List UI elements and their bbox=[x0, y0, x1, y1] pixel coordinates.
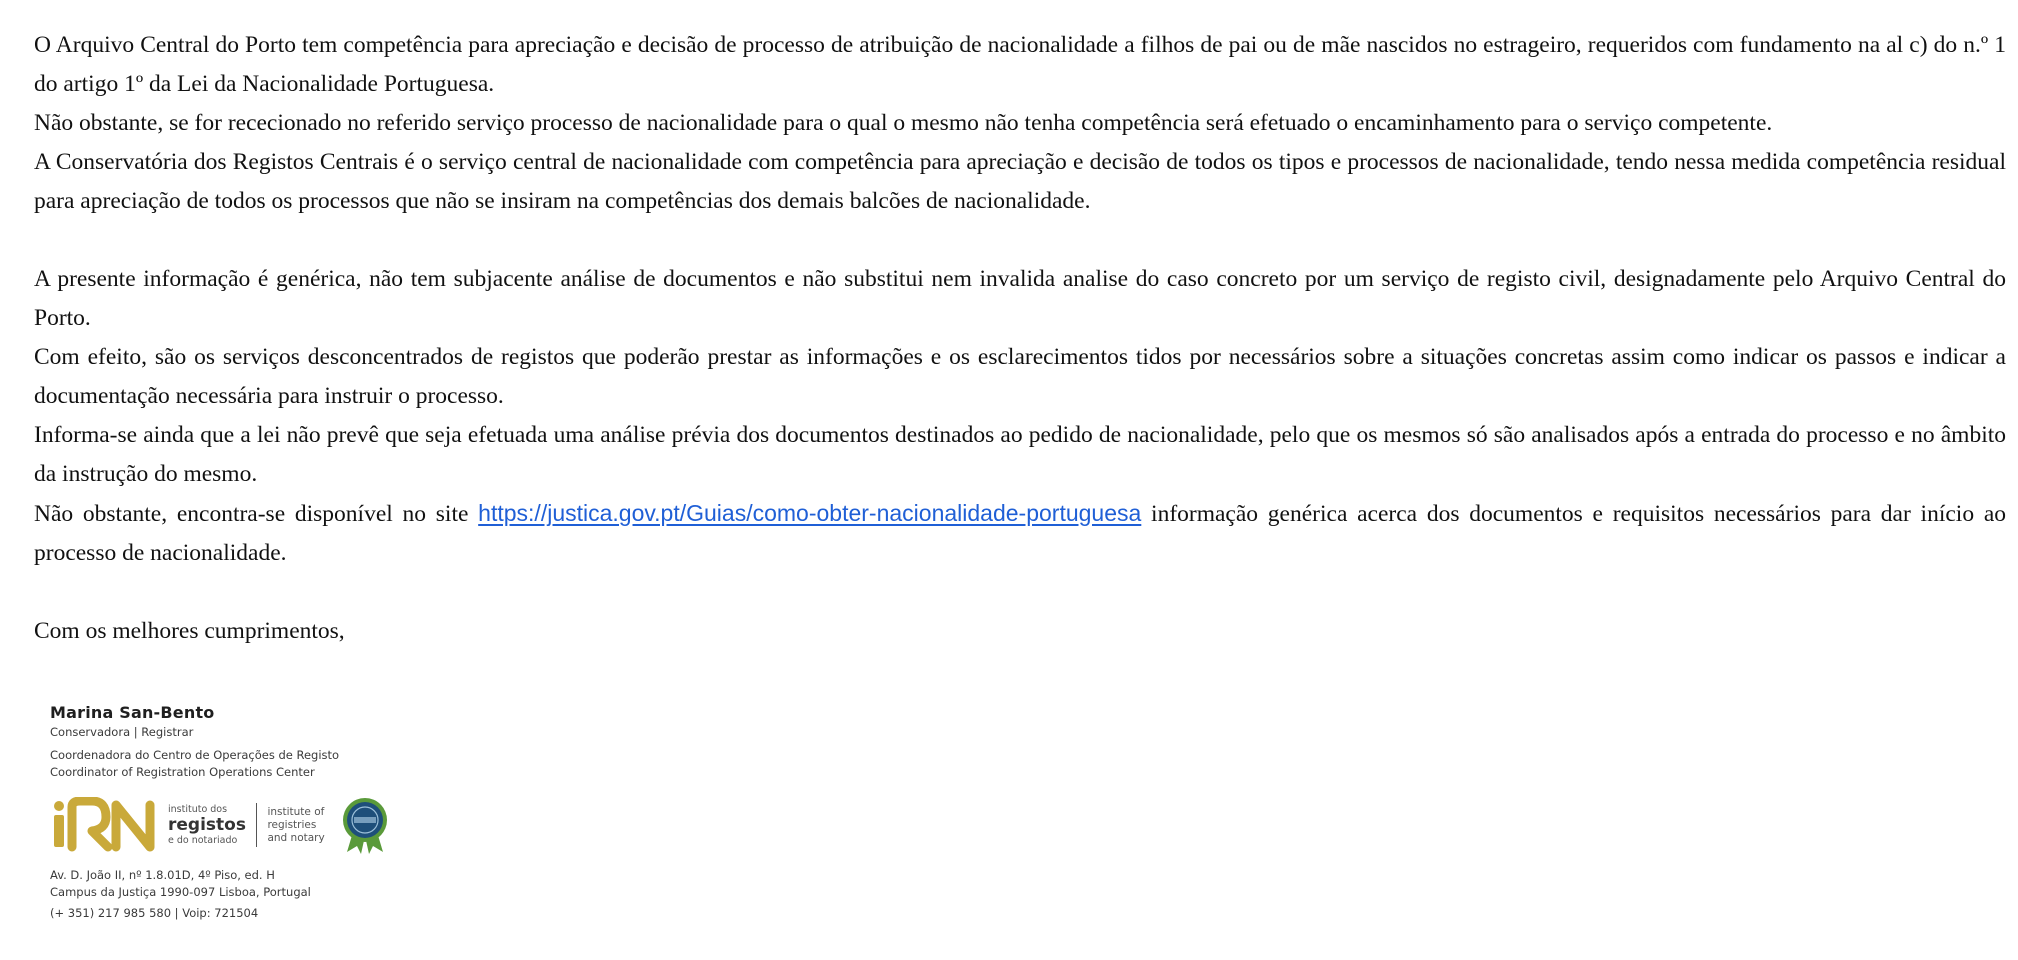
site-text-before: Não obstante, encontra-se disponível no site bbox=[34, 501, 479, 527]
irn-logo-text-pt: instituto dos registos e do notariado bbox=[168, 804, 246, 846]
paragraph-encaminhamento: Não obstante, se for rececionado no referido serviço processo de nacionalidade para o qual o mesmo não tenha competência será efetuado o encaminhamento para o serviço competente. bbox=[34, 110, 1773, 136]
irn-logo-icon bbox=[50, 797, 162, 853]
certification-seal-icon bbox=[339, 796, 391, 854]
justica-guide-link[interactable]: https://justica.gov.pt/Guias/como-obter-nacionalidade-portuguesa bbox=[478, 500, 1142, 526]
irn-logo-text-en: institute of registries and notary bbox=[267, 805, 325, 844]
signature-title: Conservadora | Registrar bbox=[50, 725, 194, 739]
closing-line: Com os melhores cumprimentos, bbox=[34, 618, 345, 644]
paragraph-conservatoria: A Conservatória dos Registos Centrais é o serviço central de nacionalidade com competência para apreciação e decisão de todos os tipos e processos de nacionalidade, tendo nessa medida competência residual para apreciação de todos os processos que não se insiram na competências dos demais balcões de nacionalidade. bbox=[34, 149, 2006, 214]
signature-role-en: Coordinator of Registration Operations Center bbox=[50, 765, 315, 779]
paragraph-analise-previa: Informa-se ainda que a lei não prevê que seja efetuada uma análise prévia dos documentos destinados ao pedido de nacionalidade, pelo que os mesmos só são analisados após a entrada do processo e no âmbito da instrução do mesmo. bbox=[34, 422, 2006, 487]
paragraph-informacao-generica: A presente informação é genérica, não tem subjacente análise de documentos e não substitui nem invalida analise do caso concreto por um serviço de registo civil, designadamente pelo Arquivo Central do Porto. bbox=[34, 266, 2006, 331]
paragraph-site-info bbox=[34, 494, 2006, 573]
signature-role-pt: Coordenadora do Centro de Operações de Registo bbox=[50, 748, 340, 762]
paragraph-competencia-porto: O Arquivo Central do Porto tem competência para apreciação e decisão de processo de atribuição de nacionalidade a filhos de pai ou de mãe nascidos no estrageiro, requeridos com fundamento na al c) do n.º 1 do artigo 1º da Lei da Nacionalidade Portuguesa. bbox=[34, 32, 2006, 97]
signature-name: Marina San-Bento bbox=[50, 703, 215, 722]
signature-phone: (+ 351) 217 985 580 | Voip: 721504 bbox=[50, 906, 259, 920]
signature-address-line-1: Av. D. João II, nº 1.8.01D, 4º Piso, ed. H bbox=[50, 868, 275, 882]
logo-divider bbox=[256, 803, 258, 847]
spacer bbox=[34, 221, 2006, 260]
email-body bbox=[34, 26, 2006, 651]
signature-address-line-2: Campus da Justiça 1990-097 Lisboa, Portugal bbox=[50, 885, 311, 899]
email-signature bbox=[50, 702, 430, 922]
irn-logo bbox=[50, 793, 430, 857]
site-text-after: informação genérica acerca dos documentos e requisitos necessários para dar início ao processo de nacionalidade. bbox=[34, 501, 2006, 566]
paragraph-servicos-desconcentrados: Com efeito, são os serviços desconcentrados de registos que poderão prestar as informações e os esclarecimentos tidos por necessários sobre a situações concretas assim como indicar os passos e indicar a documentação necessária para instruir o processo. bbox=[34, 344, 2006, 409]
spacer bbox=[34, 573, 2006, 612]
